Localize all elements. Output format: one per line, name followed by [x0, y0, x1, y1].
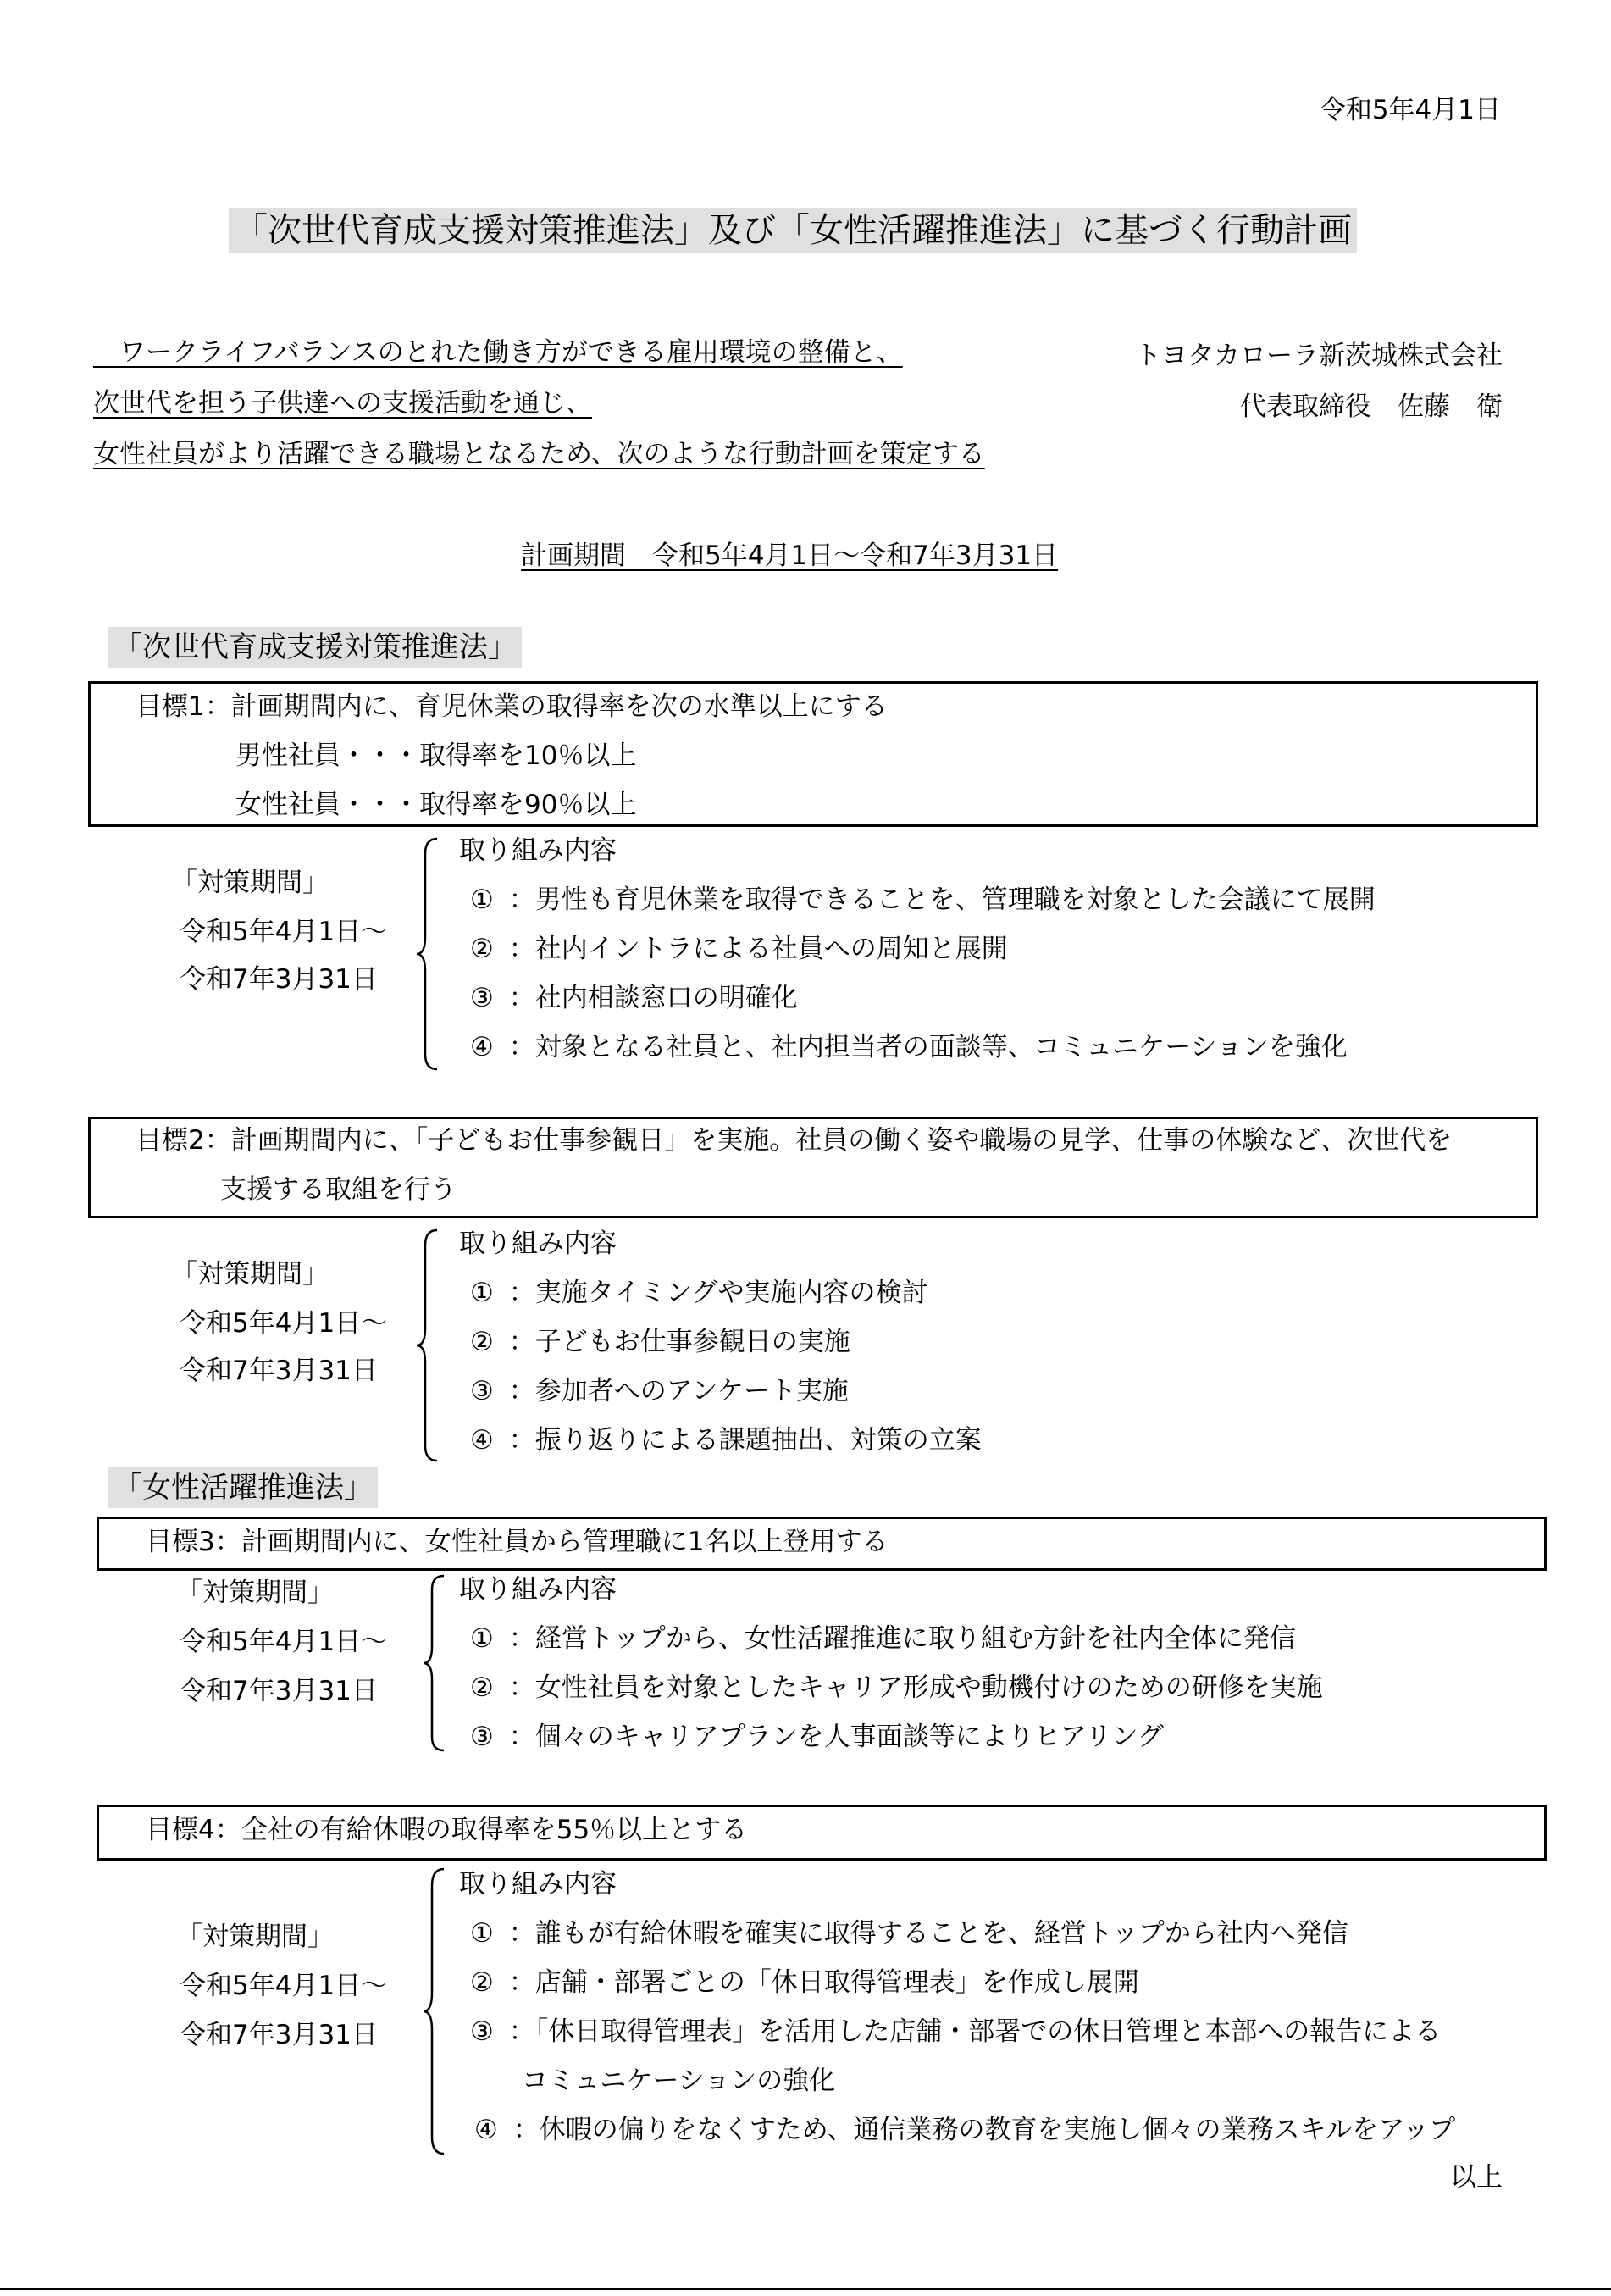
action-number: ② — [470, 1672, 494, 1703]
goal-1-line-3: 女性社員・・・取得率を90％以上 — [235, 790, 637, 820]
goal-4-action-4 — [474, 2115, 1455, 2146]
action-text: ：社内相談窓口の明確化 — [508, 983, 798, 1013]
goal-3-action-2 — [470, 1672, 1323, 1704]
goal-4-actions-title: 取り組み内容 — [459, 1869, 617, 1899]
goal-3-curly-brace — [422, 1574, 447, 1752]
section-heading-next-generation-text: 「次世代育成支援対策推進法」 — [108, 627, 522, 668]
goal-3-action-3 — [470, 1722, 1164, 1753]
company-name: トヨタカローラ新茨城株式会社 — [1135, 341, 1503, 371]
action-number: ① — [470, 1278, 494, 1308]
goal-3-period-start: 令和5年4月1日～ — [180, 1627, 388, 1657]
goal-4-period-label: 「対策期間」 — [176, 1922, 334, 1952]
goal-4-curly-brace — [422, 1867, 447, 2155]
section-heading-women-activity — [108, 1471, 378, 1506]
document-date: 令和5年4月1日 — [1319, 95, 1501, 125]
goal-2-period-end: 令和7年3月31日 — [180, 1356, 378, 1386]
goal-1-actions-title: 取り組み内容 — [459, 835, 617, 866]
goal-4-action-3 — [470, 2016, 1441, 2048]
section-heading-women-activity-text: 「女性活躍推進法」 — [108, 1467, 378, 1508]
plan-period: 計画期間 令和5年4月1日～令和7年3月31日 — [521, 541, 1059, 571]
goal-3-line-1: 目標3：計画期間内に、女性社員から管理職に1名以上登用する — [146, 1527, 889, 1557]
goal-1-line-2: 男性社員・・・取得率を10％以上 — [235, 740, 637, 771]
goal-2-action-4 — [470, 1425, 982, 1456]
goal-1-action-4 — [470, 1032, 1348, 1063]
goal-4-period-start: 令和5年4月1日～ — [180, 1971, 388, 2001]
action-text: ：休暇の偏りをなくすため、通信業務の教育を実施し個々の業務スキルをアップ — [512, 2115, 1456, 2145]
goal-3-actions-title: 取り組み内容 — [459, 1574, 617, 1605]
goal-4-action-1 — [470, 1918, 1348, 1949]
action-number: ① — [470, 1623, 494, 1654]
goal-1-action-3 — [470, 983, 798, 1014]
action-text: ：社内イントラによる社員への周知と展開 — [508, 934, 1008, 964]
intro-line-1: ワークライフバランスのとれた働き方ができる雇用環境の整備と、 — [93, 337, 903, 368]
goal-1-curly-brace — [415, 837, 440, 1071]
document-title — [229, 210, 1357, 251]
goal-4-period-end: 令和7年3月31日 — [180, 2020, 378, 2050]
action-number: ② — [470, 1327, 494, 1357]
goal-2-action-2 — [470, 1327, 850, 1358]
goal-1-period-start: 令和5年4月1日～ — [180, 917, 388, 947]
action-text: ：子どもお仕事参観日の実施 — [508, 1327, 850, 1357]
action-number: ④ — [470, 1425, 494, 1456]
action-number: ② — [470, 1967, 494, 1998]
goal-4-action-3-continuation: コミュニケーションの強化 — [522, 2066, 836, 2096]
goal-2-line-1: 目標2：計画期間内に、「子どもお仕事参観日」を実施。社員の働く姿や職場の見学、仕事の体験など、次世代を — [136, 1125, 1453, 1156]
document-title-text: 「次世代育成支援対策推進法」及び「女性活躍推進法」に基づく行動計画 — [229, 208, 1357, 253]
goal-1-line-1: 目標1：計画期間内に、育児休業の取得率を次の水準以上にする — [136, 691, 888, 722]
goal-2-action-3 — [470, 1376, 849, 1407]
goal-2-line-2: 支援する取組を行う — [220, 1174, 457, 1205]
goal-1-action-2 — [470, 934, 1008, 965]
goal-3-period-label: 「対策期間」 — [176, 1578, 334, 1608]
intro-line-2: 次世代を担う子供達への支援活動を通じ、 — [93, 388, 592, 419]
action-number: ③ — [470, 983, 494, 1013]
action-number: ② — [470, 934, 494, 964]
end-mark: 以上 — [1450, 2162, 1503, 2193]
goal-2-actions-title: 取り組み内容 — [459, 1228, 617, 1259]
action-text: ：「休日取得管理表」を活用した店舗・部署での休日管理と本部への報告による — [508, 2016, 1442, 2047]
action-text: ：振り返りによる課題抽出、対策の立案 — [508, 1425, 982, 1456]
goal-4-line-1: 目標4：全社の有給休暇の取得率を55％以上とする — [146, 1815, 748, 1845]
action-number: ① — [470, 885, 494, 915]
action-number: ④ — [470, 1032, 494, 1062]
intro-line-3: 女性社員がより活躍できる職場となるため、次のような行動計画を策定する — [93, 439, 985, 469]
bottom-rule — [0, 2288, 1611, 2290]
goal-2-period-start: 令和5年4月1日～ — [180, 1308, 388, 1339]
action-number: ③ — [470, 1722, 494, 1752]
action-text: ：実施タイミングや実施内容の検討 — [508, 1278, 928, 1308]
action-text: ：個々のキャリアプランを人事面談等によりヒアリング — [508, 1722, 1164, 1752]
goal-3-period-end: 令和7年3月31日 — [180, 1676, 378, 1706]
action-text: ：誰もが有給休暇を確実に取得することを、経営トップから社内へ発信 — [508, 1918, 1348, 1949]
goal-1-period-end: 令和7年3月31日 — [180, 964, 378, 995]
action-text: ：男性も育児休業を取得できることを、管理職を対象とした会議にて展開 — [508, 885, 1376, 915]
goal-2-action-1 — [470, 1278, 928, 1309]
action-number: ③ — [470, 2016, 494, 2047]
action-text: ：女性社員を対象としたキャリア形成や動機付けのための研修を実施 — [508, 1672, 1323, 1703]
action-number: ③ — [470, 1376, 494, 1406]
action-text: ：経営トップから、女性活躍推進に取り組む方針を社内全体に発信 — [508, 1623, 1296, 1654]
goal-2-period-label: 「対策期間」 — [171, 1259, 329, 1289]
goal-4-action-2 — [470, 1967, 1139, 1999]
action-text: ：参加者へのアンケート実施 — [508, 1376, 849, 1406]
action-number: ① — [470, 1918, 494, 1949]
goal-3-action-1 — [470, 1623, 1296, 1655]
goal-1-action-1 — [470, 885, 1376, 916]
action-number: ④ — [474, 2115, 498, 2145]
representative-name: 代表取締役 佐藤 衛 — [1240, 391, 1503, 422]
goal-1-period-label: 「対策期間」 — [171, 868, 329, 898]
goal-2-curly-brace — [415, 1228, 440, 1462]
action-text: ：対象となる社員と、社内担当者の面談等、コミュニケーションを強化 — [508, 1032, 1348, 1062]
action-text: ：店舗・部署ごとの「休日取得管理表」を作成し展開 — [508, 1967, 1139, 1998]
section-heading-next-generation — [108, 630, 522, 665]
